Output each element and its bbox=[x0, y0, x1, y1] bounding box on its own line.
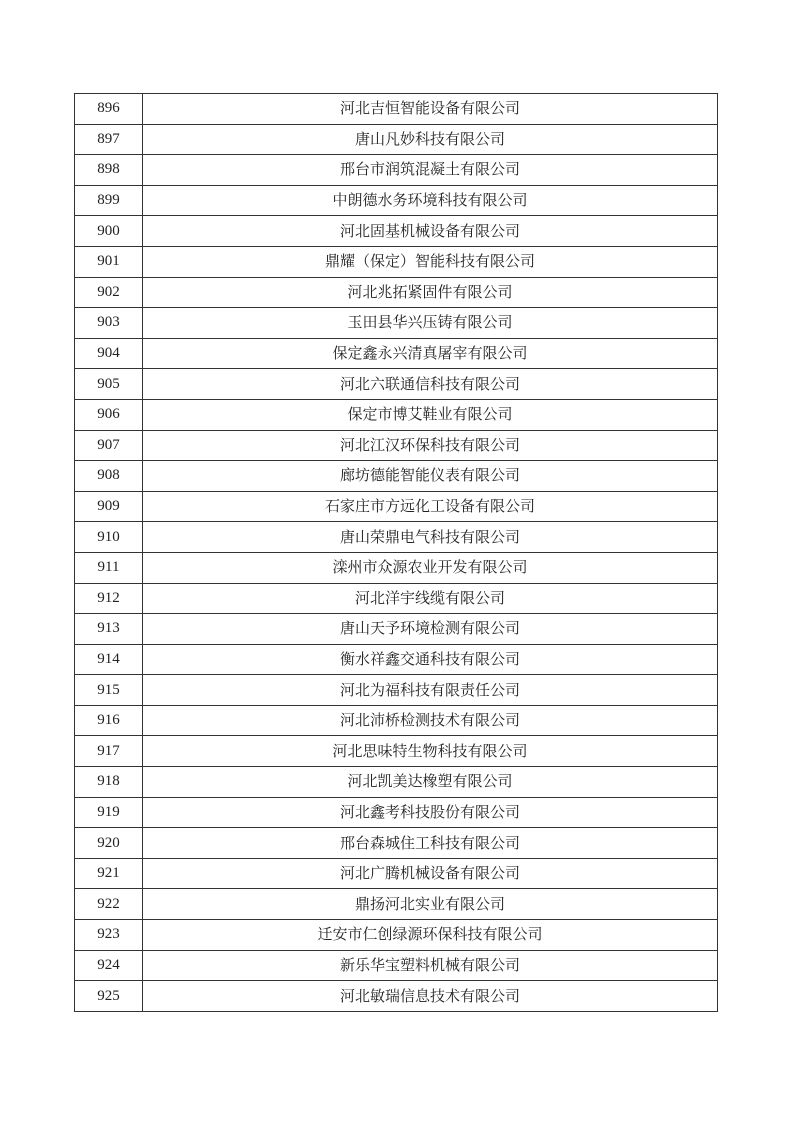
company-name: 河北思味特生物科技有限公司 bbox=[143, 736, 718, 767]
company-name: 河北洋宇线缆有限公司 bbox=[143, 583, 718, 614]
table-row bbox=[75, 828, 718, 859]
company-name: 河北江汉环保科技有限公司 bbox=[143, 430, 718, 461]
row-number: 898 bbox=[75, 155, 143, 186]
table-row bbox=[75, 338, 718, 369]
row-number: 917 bbox=[75, 736, 143, 767]
company-name: 河北广腾机械设备有限公司 bbox=[143, 858, 718, 889]
company-name: 河北吉恒智能设备有限公司 bbox=[143, 94, 718, 125]
table-row bbox=[75, 767, 718, 798]
company-name: 保定市博艾鞋业有限公司 bbox=[143, 399, 718, 430]
table-row bbox=[75, 246, 718, 277]
row-number: 904 bbox=[75, 338, 143, 369]
table-row bbox=[75, 124, 718, 155]
row-number: 903 bbox=[75, 308, 143, 339]
company-name: 新乐华宝塑料机械有限公司 bbox=[143, 950, 718, 981]
row-number: 915 bbox=[75, 675, 143, 706]
company-name: 河北兆拓紧固件有限公司 bbox=[143, 277, 718, 308]
table-row bbox=[75, 155, 718, 186]
row-number: 923 bbox=[75, 920, 143, 951]
table-row bbox=[75, 185, 718, 216]
row-number: 925 bbox=[75, 981, 143, 1012]
table-row bbox=[75, 981, 718, 1012]
table-row bbox=[75, 461, 718, 492]
company-name: 衡水祥鑫交通科技有限公司 bbox=[143, 644, 718, 675]
company-name: 滦州市众源农业开发有限公司 bbox=[143, 552, 718, 583]
row-number: 924 bbox=[75, 950, 143, 981]
table-row bbox=[75, 94, 718, 125]
table-row bbox=[75, 491, 718, 522]
company-name: 河北为福科技有限责任公司 bbox=[143, 675, 718, 706]
table-row bbox=[75, 950, 718, 981]
table-row bbox=[75, 797, 718, 828]
row-number: 899 bbox=[75, 185, 143, 216]
company-table bbox=[74, 93, 718, 1012]
table-row bbox=[75, 522, 718, 553]
company-name: 河北敏瑞信息技术有限公司 bbox=[143, 981, 718, 1012]
company-name: 玉田县华兴压铸有限公司 bbox=[143, 308, 718, 339]
table-row bbox=[75, 369, 718, 400]
company-name: 唐山荣鼎电气科技有限公司 bbox=[143, 522, 718, 553]
table-row bbox=[75, 858, 718, 889]
row-number: 910 bbox=[75, 522, 143, 553]
row-number: 913 bbox=[75, 614, 143, 645]
table-row bbox=[75, 889, 718, 920]
company-name: 中朗德水务环境科技有限公司 bbox=[143, 185, 718, 216]
table-row bbox=[75, 216, 718, 247]
row-number: 918 bbox=[75, 767, 143, 798]
table-row bbox=[75, 705, 718, 736]
table-row bbox=[75, 430, 718, 461]
row-number: 896 bbox=[75, 94, 143, 125]
company-name: 唐山凡妙科技有限公司 bbox=[143, 124, 718, 155]
table-row bbox=[75, 675, 718, 706]
company-name: 保定鑫永兴清真屠宰有限公司 bbox=[143, 338, 718, 369]
company-name: 迁安市仁创绿源环保科技有限公司 bbox=[143, 920, 718, 951]
table-row bbox=[75, 552, 718, 583]
row-number: 897 bbox=[75, 124, 143, 155]
company-name: 河北鑫考科技股份有限公司 bbox=[143, 797, 718, 828]
row-number: 921 bbox=[75, 858, 143, 889]
table-row bbox=[75, 736, 718, 767]
company-name: 河北沛桥检测技术有限公司 bbox=[143, 705, 718, 736]
company-name: 石家庄市方远化工设备有限公司 bbox=[143, 491, 718, 522]
company-name: 河北六联通信科技有限公司 bbox=[143, 369, 718, 400]
company-name: 唐山天予环境检测有限公司 bbox=[143, 614, 718, 645]
table-row bbox=[75, 399, 718, 430]
row-number: 909 bbox=[75, 491, 143, 522]
company-name: 廊坊德能智能仪表有限公司 bbox=[143, 461, 718, 492]
table-row bbox=[75, 308, 718, 339]
company-name: 鼎耀（保定）智能科技有限公司 bbox=[143, 246, 718, 277]
row-number: 906 bbox=[75, 399, 143, 430]
company-name: 邢台市润筑混凝土有限公司 bbox=[143, 155, 718, 186]
company-name: 河北固基机械设备有限公司 bbox=[143, 216, 718, 247]
row-number: 907 bbox=[75, 430, 143, 461]
row-number: 902 bbox=[75, 277, 143, 308]
row-number: 920 bbox=[75, 828, 143, 859]
company-name: 鼎扬河北实业有限公司 bbox=[143, 889, 718, 920]
table-row bbox=[75, 644, 718, 675]
table-row bbox=[75, 277, 718, 308]
row-number: 914 bbox=[75, 644, 143, 675]
table-row bbox=[75, 614, 718, 645]
row-number: 901 bbox=[75, 246, 143, 277]
row-number: 912 bbox=[75, 583, 143, 614]
table-row bbox=[75, 920, 718, 951]
row-number: 908 bbox=[75, 461, 143, 492]
row-number: 905 bbox=[75, 369, 143, 400]
company-name: 邢台森城住工科技有限公司 bbox=[143, 828, 718, 859]
row-number: 922 bbox=[75, 889, 143, 920]
row-number: 900 bbox=[75, 216, 143, 247]
row-number: 911 bbox=[75, 552, 143, 583]
company-name: 河北凯美达橡塑有限公司 bbox=[143, 767, 718, 798]
table-row bbox=[75, 583, 718, 614]
row-number: 916 bbox=[75, 705, 143, 736]
row-number: 919 bbox=[75, 797, 143, 828]
